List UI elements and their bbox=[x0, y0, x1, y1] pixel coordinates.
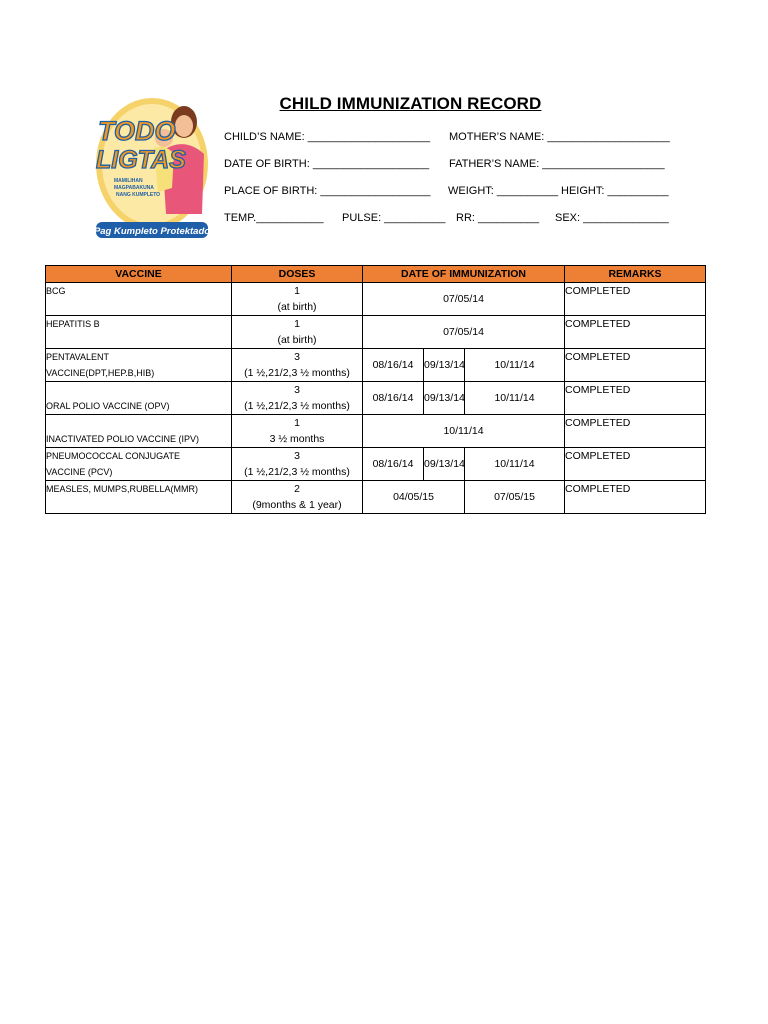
remarks-cell: COMPLETED bbox=[565, 283, 706, 316]
vaccine-name: BCG bbox=[46, 283, 232, 316]
vaccine-name: HEPATITIS B bbox=[46, 316, 232, 349]
childs-name-field[interactable]: CHILD’S NAME: ____________________ bbox=[224, 131, 431, 143]
dose-detail: (at birth) bbox=[277, 301, 317, 313]
dose-count: 1 bbox=[294, 417, 300, 429]
date-cell: 10/11/14 bbox=[465, 349, 565, 382]
remarks-cell: COMPLETED bbox=[565, 349, 706, 382]
dose-count: 3 bbox=[294, 450, 300, 462]
dose-count: 2 bbox=[294, 483, 300, 495]
remarks-cell: COMPLETED bbox=[565, 415, 706, 448]
date-of-birth-field[interactable]: DATE OF BIRTH: ___________________ bbox=[224, 158, 430, 170]
table-row bbox=[46, 481, 706, 514]
vaccine-name: INACTIVATED POLIO VACCINE (IPV) bbox=[46, 415, 232, 448]
todo-ligtas-logo bbox=[92, 96, 212, 244]
rr-field[interactable]: RR: __________ bbox=[456, 212, 540, 224]
date-cell: 07/05/15 bbox=[465, 481, 565, 514]
dose-cell bbox=[232, 349, 363, 382]
dose-cell bbox=[232, 481, 363, 514]
date-cell: 08/16/14 bbox=[363, 382, 424, 415]
header-doses: DOSES bbox=[232, 266, 363, 283]
header-date-of-immunization: DATE OF IMMUNIZATION bbox=[363, 266, 565, 283]
immunization-table bbox=[45, 265, 706, 514]
date-cell: 04/05/15 bbox=[363, 481, 465, 514]
dose-detail: (9months & 1 year) bbox=[252, 499, 342, 511]
table-row bbox=[46, 283, 706, 316]
vaccine-name-line-1: PENTAVALENT bbox=[46, 352, 110, 362]
table-row bbox=[46, 448, 706, 481]
logo-tagline: Pag Kumpleto Protektado bbox=[93, 226, 211, 237]
dose-detail: (at birth) bbox=[277, 334, 317, 346]
remarks-cell: COMPLETED bbox=[565, 316, 706, 349]
date-cell: 10/11/14 bbox=[465, 382, 565, 415]
date-cell: 08/16/14 bbox=[363, 448, 424, 481]
table-header-row bbox=[46, 266, 706, 283]
remarks-cell: COMPLETED bbox=[565, 382, 706, 415]
header-vaccine: VACCINE bbox=[46, 266, 232, 283]
vaccine-name bbox=[46, 349, 232, 382]
table-row bbox=[46, 382, 706, 415]
pulse-field[interactable]: PULSE: __________ bbox=[342, 212, 446, 224]
dose-count: 1 bbox=[294, 285, 300, 297]
dose-cell bbox=[232, 448, 363, 481]
vaccine-name-line-1: PNEUMOCOCCAL CONJUGATE bbox=[46, 451, 181, 461]
dose-count: 3 bbox=[294, 384, 300, 396]
dose-detail: (1 ½,21/2,3 ½ months) bbox=[244, 400, 350, 412]
table-row bbox=[46, 415, 706, 448]
height-field[interactable]: HEIGHT: __________ bbox=[561, 185, 669, 197]
dose-cell bbox=[232, 382, 363, 415]
date-cell: 09/13/14 bbox=[424, 382, 465, 415]
vaccine-name: ORAL POLIO VACCINE (OPV) bbox=[46, 382, 232, 415]
weight-field[interactable]: WEIGHT: __________ bbox=[448, 185, 559, 197]
place-of-birth-field[interactable]: PLACE OF BIRTH: __________________ bbox=[224, 185, 431, 197]
table-row bbox=[46, 349, 706, 382]
vaccine-name-line-2: VACCINE(DPT,HEP.B,HIB) bbox=[46, 368, 155, 378]
dose-cell bbox=[232, 316, 363, 349]
sex-field[interactable]: SEX: ______________ bbox=[555, 212, 669, 224]
fathers-name-field[interactable]: FATHER’S NAME: ____________________ bbox=[449, 158, 665, 170]
date-cell: 07/05/14 bbox=[363, 283, 565, 316]
date-cell: 07/05/14 bbox=[363, 316, 565, 349]
dose-detail: (1 ½,21/2,3 ½ months) bbox=[244, 367, 350, 379]
dose-count: 3 bbox=[294, 351, 300, 363]
dose-detail: 3 ½ months bbox=[269, 433, 325, 445]
vaccine-name: MEASLES, MUMPS,RUBELLA(MMR) bbox=[46, 481, 232, 514]
page-title: CHILD IMMUNIZATION RECORD bbox=[279, 94, 542, 113]
logo-small-text-2: MAGPABAKUNA bbox=[114, 185, 154, 191]
logo-small-text-1: MAMILIHAN bbox=[114, 178, 143, 184]
date-cell: 10/11/14 bbox=[465, 448, 565, 481]
remarks-cell: COMPLETED bbox=[565, 448, 706, 481]
temp-field[interactable]: TEMP.___________ bbox=[224, 212, 324, 224]
vaccine-name-line-2: VACCINE (PCV) bbox=[46, 467, 113, 477]
remarks-cell: COMPLETED bbox=[565, 481, 706, 514]
mothers-name-field[interactable]: MOTHER’S NAME: ____________________ bbox=[449, 131, 670, 143]
table-row bbox=[46, 316, 706, 349]
dose-cell bbox=[232, 415, 363, 448]
dose-count: 1 bbox=[294, 318, 300, 330]
date-cell: 09/13/14 bbox=[424, 349, 465, 382]
logo-text-todo: TODO bbox=[98, 116, 176, 146]
dose-cell bbox=[232, 283, 363, 316]
date-cell: 09/13/14 bbox=[424, 448, 465, 481]
vaccine-name bbox=[46, 448, 232, 481]
dose-detail: (1 ½,21/2,3 ½ months) bbox=[244, 466, 350, 478]
date-cell: 08/16/14 bbox=[363, 349, 424, 382]
header-remarks: REMARKS bbox=[565, 266, 706, 283]
logo-small-text-3: NANG KUMPLETO bbox=[116, 192, 161, 198]
date-cell: 10/11/14 bbox=[363, 415, 565, 448]
logo-text-ligtas: LIGTAS bbox=[96, 146, 186, 174]
